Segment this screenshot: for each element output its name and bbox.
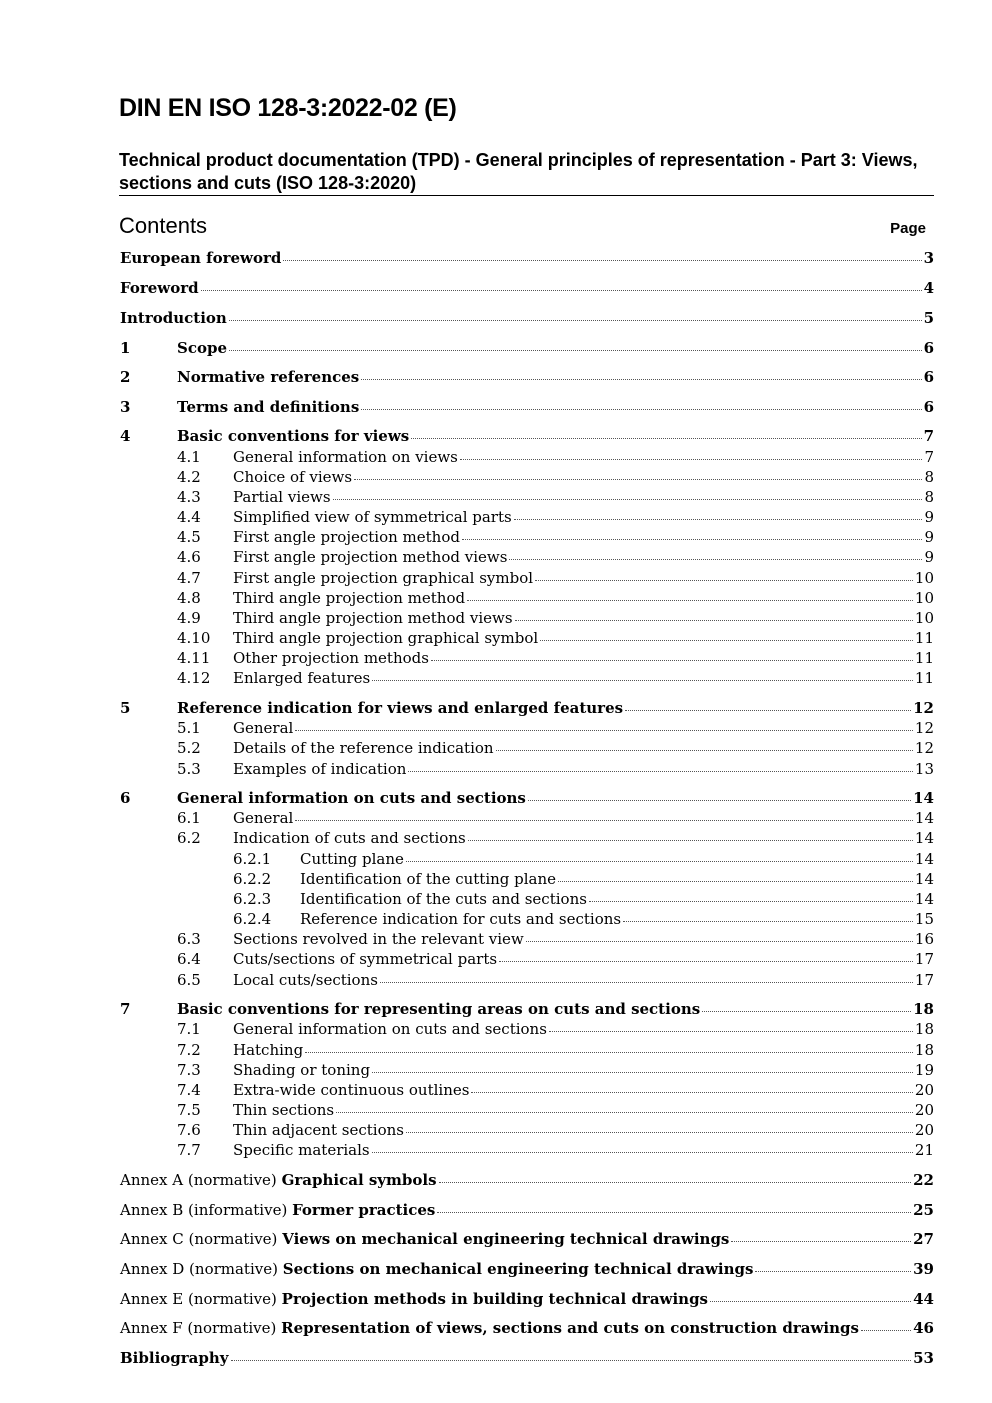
toc-entry[interactable] xyxy=(177,1019,934,1039)
toc-entry-number: 4.5 xyxy=(177,528,201,546)
toc-entry-number: 7.1 xyxy=(177,1020,201,1038)
toc-entry-title-text: Examples of indication xyxy=(233,760,407,778)
toc-entry-page: 9 xyxy=(924,528,934,546)
toc-entry-title xyxy=(300,869,556,889)
toc-entry-page: 13 xyxy=(914,760,934,778)
toc-entry-title-text: First angle projection method views xyxy=(233,548,508,566)
toc-entry-title xyxy=(120,278,199,298)
toc-entry-title-text: Specific materials xyxy=(233,1141,370,1159)
dot-leader xyxy=(336,1098,913,1113)
toc-entry-page: 12 xyxy=(913,699,934,717)
dot-leader xyxy=(710,1287,911,1302)
toc-entry[interactable] xyxy=(120,278,934,298)
toc-entry-page: 20 xyxy=(914,1121,934,1139)
dot-leader xyxy=(549,1017,913,1032)
toc-entry-title-text: Projection methods in building technical drawings xyxy=(281,1290,708,1308)
toc-entry-page: 7 xyxy=(923,427,934,445)
toc-entry-title xyxy=(177,426,409,446)
dot-leader xyxy=(731,1227,911,1242)
dot-leader xyxy=(625,696,911,711)
toc-entry-number: 6.4 xyxy=(177,950,201,968)
dot-leader xyxy=(535,566,913,581)
toc-entry-title-text: Normative references xyxy=(177,368,360,386)
dot-leader xyxy=(467,586,913,601)
dot-leader xyxy=(460,445,923,460)
toc-entry-number: 5.1 xyxy=(177,719,201,737)
toc-entry-title xyxy=(233,648,429,668)
toc-entry-page: 21 xyxy=(914,1141,934,1159)
toc-entry[interactable] xyxy=(177,929,934,949)
toc-entry-page: 12 xyxy=(914,719,934,737)
toc-entry-title-text: Sections on mechanical engineering technical drawings xyxy=(282,1260,754,1278)
annex-prefix: Annex F (normative) xyxy=(120,1319,277,1337)
toc-entry-title-text: General information on cuts and sections xyxy=(233,1020,547,1038)
dot-leader xyxy=(411,424,921,439)
toc-entry[interactable] xyxy=(120,1289,934,1309)
toc-entry-title xyxy=(233,467,352,487)
toc-entry-title xyxy=(233,1060,370,1080)
toc-entry[interactable] xyxy=(120,397,934,417)
dot-leader xyxy=(755,1257,911,1272)
toc-entry[interactable] xyxy=(177,447,934,467)
toc-entry-title xyxy=(233,929,524,949)
dot-leader xyxy=(589,887,913,902)
toc-entry-title xyxy=(177,338,227,358)
dot-leader xyxy=(333,485,923,500)
toc-entry-page: 5 xyxy=(923,309,934,327)
toc-entry-page: 14 xyxy=(914,890,934,908)
toc-entry-title-text: Thin adjacent sections xyxy=(233,1121,404,1139)
toc-entry-number: 6 xyxy=(120,789,131,807)
toc-entry-number: 6.3 xyxy=(177,930,201,948)
toc-entry-title-text: Cutting plane xyxy=(300,850,404,868)
toc-entry-number: 4.1 xyxy=(177,448,201,466)
toc-entry-title-text: Local cuts/sections xyxy=(233,971,378,989)
toc-entry[interactable] xyxy=(120,788,934,808)
toc-entry-page: 39 xyxy=(913,1260,934,1278)
toc-entry-page: 11 xyxy=(914,629,934,647)
toc-entry-title-text: Enlarged features xyxy=(233,669,371,687)
toc-entry-title xyxy=(233,507,512,527)
toc-entry[interactable] xyxy=(120,1200,934,1220)
dot-leader xyxy=(462,525,922,540)
toc-entry-title xyxy=(233,1100,334,1120)
dot-leader xyxy=(558,867,913,882)
toc-entry-title xyxy=(233,547,507,567)
toc-entry-title xyxy=(233,718,293,738)
toc-entry[interactable] xyxy=(177,1140,934,1160)
annex-prefix: Annex A (normative) xyxy=(120,1171,277,1189)
toc-entry-title xyxy=(120,248,281,268)
toc-entry-title-text: Reference indication for cuts and sections xyxy=(300,910,622,928)
toc-entry-title-text: Representation of views, sections and cuts on construction drawings xyxy=(281,1319,859,1337)
toc-entry-title-text: General xyxy=(233,809,294,827)
toc-entry-title xyxy=(177,698,623,718)
dot-leader xyxy=(231,1346,912,1361)
toc-entry-title xyxy=(120,1259,753,1279)
toc-entry-title xyxy=(233,608,513,628)
toc-entry[interactable] xyxy=(177,718,934,738)
toc-entry-title-text: General information on cuts and sections xyxy=(177,789,526,807)
toc-entry-page: 15 xyxy=(914,910,934,928)
toc-entry-title xyxy=(233,1120,404,1140)
toc-entry-page: 18 xyxy=(914,1041,934,1059)
dot-leader xyxy=(229,336,922,351)
toc-entry[interactable] xyxy=(233,909,934,929)
toc-entry-title xyxy=(233,668,370,688)
toc-entry-title-text: Extra-wide continuous outlines xyxy=(233,1081,470,1099)
toc-entry-page: 6 xyxy=(923,339,934,357)
toc-entry-title-text: Third angle projection method xyxy=(233,589,466,607)
toc-entry[interactable] xyxy=(177,808,934,828)
toc-entry[interactable] xyxy=(120,1229,934,1249)
toc-entry-number: 7.2 xyxy=(177,1041,201,1059)
toc-entry-title-text: Third angle projection graphical symbol xyxy=(233,629,539,647)
toc-entry-title xyxy=(120,1318,859,1338)
toc-entry-title-text: First angle projection method xyxy=(233,528,460,546)
toc-entry-title-text: Third angle projection method views xyxy=(233,609,513,627)
toc-entry-title xyxy=(120,1348,229,1368)
toc-entry-page: 46 xyxy=(913,1319,934,1337)
toc-entry-page: 8 xyxy=(924,468,934,486)
toc-entry-number: 7.4 xyxy=(177,1081,201,1099)
toc-entry-title-text: Identification of the cutting plane xyxy=(300,870,557,888)
toc-entry-page: 10 xyxy=(914,569,934,587)
toc-entry[interactable] xyxy=(177,1100,934,1120)
toc-entry[interactable] xyxy=(120,1348,934,1368)
toc-entry-title xyxy=(177,367,359,387)
dot-leader xyxy=(540,626,913,641)
toc-entry[interactable] xyxy=(120,367,934,387)
toc-entry[interactable] xyxy=(177,608,934,628)
toc-entry-page: 14 xyxy=(914,829,934,847)
toc-entry-title xyxy=(120,1200,435,1220)
toc-entry-number: 4.2 xyxy=(177,468,201,486)
annex-prefix: Annex D (normative) xyxy=(120,1260,278,1278)
toc-entry[interactable] xyxy=(120,1318,934,1338)
toc-entry-number: 6.5 xyxy=(177,971,201,989)
page-column-heading: Page xyxy=(890,220,926,237)
dot-leader xyxy=(406,847,913,862)
toc-entry-page: 14 xyxy=(913,789,934,807)
toc-entry[interactable] xyxy=(120,1170,934,1190)
annex-prefix: Annex E (normative) xyxy=(120,1290,277,1308)
toc-entry-title xyxy=(300,909,621,929)
dot-leader xyxy=(295,806,913,821)
toc-entry-page: 10 xyxy=(914,609,934,627)
toc-entry-title-text: Shading or toning xyxy=(233,1061,371,1079)
toc-entry-title xyxy=(120,1229,729,1249)
toc-entry-title-text: Scope xyxy=(177,339,228,357)
toc-entry-title xyxy=(233,527,460,547)
toc-entry-title xyxy=(233,759,406,779)
toc-entry-page: 11 xyxy=(914,669,934,687)
toc-entry[interactable] xyxy=(233,849,934,869)
dot-leader xyxy=(380,968,913,983)
toc-entry-title xyxy=(120,1289,708,1309)
document-subtitle: Technical product documentation (TPD) - General principles of representation - Part 3: Views, sections and cuts (ISO 128-3:2020) xyxy=(119,150,918,193)
dot-leader xyxy=(295,716,913,731)
toc-entry[interactable] xyxy=(120,999,934,1019)
toc-entry-number: 4.3 xyxy=(177,488,201,506)
toc-entry-page: 7 xyxy=(924,448,934,466)
toc-entry-page: 18 xyxy=(913,1000,934,1018)
toc-entry[interactable] xyxy=(120,698,934,718)
dot-leader xyxy=(437,1198,911,1213)
dot-leader xyxy=(702,997,911,1012)
toc-entry[interactable] xyxy=(177,1080,934,1100)
dot-leader xyxy=(623,907,913,922)
toc-entry[interactable] xyxy=(177,1120,934,1140)
toc-entry[interactable] xyxy=(177,828,934,848)
dot-leader xyxy=(861,1316,911,1331)
toc-entry-number: 5.2 xyxy=(177,739,201,757)
toc-entry-number: 3 xyxy=(120,398,131,416)
annex-prefix: Annex B (informative) xyxy=(120,1201,288,1219)
toc-entry[interactable] xyxy=(177,527,934,547)
toc-entry-title-text: Views on mechanical engineering technical drawings xyxy=(282,1230,730,1248)
toc-entry-number: 4.10 xyxy=(177,629,211,647)
toc-entry-page: 6 xyxy=(923,398,934,416)
contents-heading: Contents xyxy=(119,213,208,238)
toc-entry[interactable] xyxy=(177,588,934,608)
dot-leader xyxy=(305,1038,913,1053)
toc-entry-number: 6.2.4 xyxy=(233,910,272,928)
toc-entry-number: 6.2.3 xyxy=(233,890,272,908)
dot-leader xyxy=(372,666,913,681)
toc-entry[interactable] xyxy=(177,547,934,567)
toc-entry-number: 4.4 xyxy=(177,508,201,526)
toc-entry-number: 6.2.1 xyxy=(233,850,272,868)
dot-leader xyxy=(515,606,913,621)
toc-entry[interactable] xyxy=(177,1040,934,1060)
toc-entry-page: 53 xyxy=(913,1349,934,1367)
toc-entry[interactable] xyxy=(177,668,934,688)
toc-entry-title xyxy=(233,970,378,990)
dot-leader xyxy=(526,927,913,942)
toc-entry-title-text: Partial views xyxy=(233,488,331,506)
toc-entry-title xyxy=(233,808,293,828)
dot-leader xyxy=(283,246,921,261)
toc-entry-page: 14 xyxy=(914,809,934,827)
toc-entry-title-text: Foreword xyxy=(120,279,199,297)
toc-entry[interactable] xyxy=(233,889,934,909)
toc-entry-number: 4.11 xyxy=(177,649,211,667)
toc-entry-page: 12 xyxy=(914,739,934,757)
dot-leader xyxy=(201,276,922,291)
toc-entry-number: 7.6 xyxy=(177,1121,201,1139)
dot-leader xyxy=(468,826,913,841)
dot-leader xyxy=(471,1078,912,1093)
toc-entry[interactable] xyxy=(120,426,934,446)
toc-entry[interactable] xyxy=(177,467,934,487)
toc-entry-number: 4.9 xyxy=(177,609,201,627)
toc-entry-title xyxy=(233,1140,370,1160)
toc-entry-page: 27 xyxy=(913,1230,934,1248)
toc-entry-page: 9 xyxy=(924,508,934,526)
toc-entry[interactable] xyxy=(177,648,934,668)
toc-entry-title xyxy=(233,1080,469,1100)
dot-leader xyxy=(408,757,913,772)
toc-entry[interactable] xyxy=(120,308,934,328)
toc-entry-title xyxy=(233,588,465,608)
toc-entry-title xyxy=(233,1019,547,1039)
toc-entry-number: 6.1 xyxy=(177,809,201,827)
toc-entry-page: 11 xyxy=(914,649,934,667)
toc-entry[interactable] xyxy=(177,738,934,758)
toc-entry-title-text: Sections revolved in the relevant view xyxy=(233,930,524,948)
toc-entry-page: 22 xyxy=(913,1171,934,1189)
toc-entry-page: 6 xyxy=(923,368,934,386)
dot-leader xyxy=(361,395,921,410)
toc-entry-number: 4 xyxy=(120,427,131,445)
toc-entry-page: 16 xyxy=(914,930,934,948)
toc-entry-title-text: Reference indication for views and enlarged features xyxy=(177,699,624,717)
toc-entry-number: 1 xyxy=(120,339,131,357)
toc-entry-title xyxy=(233,1040,303,1060)
toc-entry-title-text: Indication of cuts and sections xyxy=(233,829,466,847)
dot-leader xyxy=(509,545,922,560)
toc-entry[interactable] xyxy=(177,759,934,779)
toc-entry-page: 17 xyxy=(914,950,934,968)
toc-entry-title xyxy=(177,397,359,417)
toc-entry-title xyxy=(120,1170,437,1190)
toc-entry-number: 2 xyxy=(120,368,131,386)
toc-entry[interactable] xyxy=(177,568,934,588)
toc-entry-title-text: Introduction xyxy=(120,309,227,327)
toc-entry-number: 6.2.2 xyxy=(233,870,272,888)
annex-prefix: Annex C (normative) xyxy=(120,1230,278,1248)
toc-entry-page: 25 xyxy=(913,1201,934,1219)
toc-entry-title-text: Bibliography xyxy=(120,1349,229,1367)
toc-entry[interactable] xyxy=(177,628,934,648)
toc-entry-title-text: Thin sections xyxy=(233,1101,335,1119)
dot-leader xyxy=(528,786,911,801)
toc-entry-page: 9 xyxy=(924,548,934,566)
toc-entry-page: 19 xyxy=(914,1061,934,1079)
toc-entry-title-text: Details of the reference indication xyxy=(233,739,494,757)
toc-entry[interactable] xyxy=(177,507,934,527)
toc-entry-page: 10 xyxy=(914,589,934,607)
dot-leader xyxy=(354,465,922,480)
toc-entry-title-text: Former practices xyxy=(292,1201,436,1219)
toc-entry-title-text: Other projection methods xyxy=(233,649,429,667)
toc-entry[interactable] xyxy=(177,970,934,990)
toc-entry-title-text: Identification of the cuts and sections xyxy=(300,890,587,908)
dot-leader xyxy=(229,306,922,321)
toc-entry-title-text: Basic conventions for views xyxy=(177,427,410,445)
toc-entry-title xyxy=(177,999,700,1019)
toc-entry[interactable] xyxy=(120,338,934,358)
toc-entry[interactable] xyxy=(120,1259,934,1279)
toc-entry-title xyxy=(233,487,331,507)
toc-entry-page: 18 xyxy=(914,1020,934,1038)
toc-entry-number: 5 xyxy=(120,699,131,717)
toc-entry-number: 5.3 xyxy=(177,760,201,778)
dot-leader xyxy=(439,1168,912,1183)
toc-entry-page: 14 xyxy=(914,870,934,888)
toc-entry-title-text: Choice of views xyxy=(233,468,353,486)
toc-entry[interactable] xyxy=(233,869,934,889)
toc-entry-title-text: Basic conventions for representing areas on cuts and sections xyxy=(177,1000,701,1018)
toc-entry-page: 44 xyxy=(913,1290,934,1308)
toc-entry-title xyxy=(233,738,494,758)
dot-leader xyxy=(406,1118,913,1133)
toc-entry-title-text: First angle projection graphical symbol xyxy=(233,569,534,587)
dot-leader xyxy=(431,646,913,661)
dot-leader xyxy=(361,365,921,380)
toc-entry-title-text: Hatching xyxy=(233,1041,304,1059)
toc-entry-title xyxy=(233,447,458,467)
toc-entry-title-text: European foreword xyxy=(120,249,282,267)
toc-entry-title xyxy=(177,788,526,808)
toc-entry-title xyxy=(120,308,227,328)
toc-entry-page: 4 xyxy=(923,279,934,297)
toc-entry-number: 7.3 xyxy=(177,1061,201,1079)
dot-leader xyxy=(372,1138,913,1153)
toc-entry-number: 6.2 xyxy=(177,829,201,847)
toc-entry-title xyxy=(300,889,587,909)
toc-entry-title xyxy=(233,828,466,848)
toc-entry-page: 20 xyxy=(914,1081,934,1099)
toc-entry[interactable] xyxy=(120,248,934,268)
toc-entry-page: 14 xyxy=(914,850,934,868)
dot-leader xyxy=(514,505,923,520)
toc-entry-number: 7.7 xyxy=(177,1141,201,1159)
toc-entry-page: 3 xyxy=(923,249,934,267)
toc-entry[interactable] xyxy=(177,487,934,507)
toc-entry-title-text: General xyxy=(233,719,294,737)
toc-entry-page: 17 xyxy=(914,971,934,989)
dot-leader xyxy=(496,736,913,751)
toc-entry-title-text: Graphical symbols xyxy=(281,1171,437,1189)
toc-entry-title-text: Simplified view of symmetrical parts xyxy=(233,508,512,526)
toc-entry-title xyxy=(233,949,497,969)
toc-entry-title-text: Cuts/sections of symmetrical parts xyxy=(233,950,498,968)
dot-leader xyxy=(499,947,913,962)
toc-entry-number: 4.6 xyxy=(177,548,201,566)
toc-entry-number: 7.5 xyxy=(177,1101,201,1119)
toc-entry-number: 4.12 xyxy=(177,669,211,687)
toc-entry-title xyxy=(233,568,533,588)
toc-entry-page: 8 xyxy=(924,488,934,506)
document-title: DIN EN ISO 128-3:2022-02 (E) xyxy=(119,94,457,122)
toc-entry[interactable] xyxy=(177,1060,934,1080)
toc-entry-number: 4.7 xyxy=(177,569,201,587)
toc-entry-number: 4.8 xyxy=(177,589,201,607)
toc-entry-title xyxy=(300,849,404,869)
toc-entry-title-text: General information on views xyxy=(233,448,458,466)
toc-entry-number: 7 xyxy=(120,1000,131,1018)
toc-entry[interactable] xyxy=(177,949,934,969)
toc-entry-page: 20 xyxy=(914,1101,934,1119)
toc-entry-title-text: Terms and definitions xyxy=(177,398,360,416)
dot-leader xyxy=(372,1058,913,1073)
toc-entry-title xyxy=(233,628,538,648)
